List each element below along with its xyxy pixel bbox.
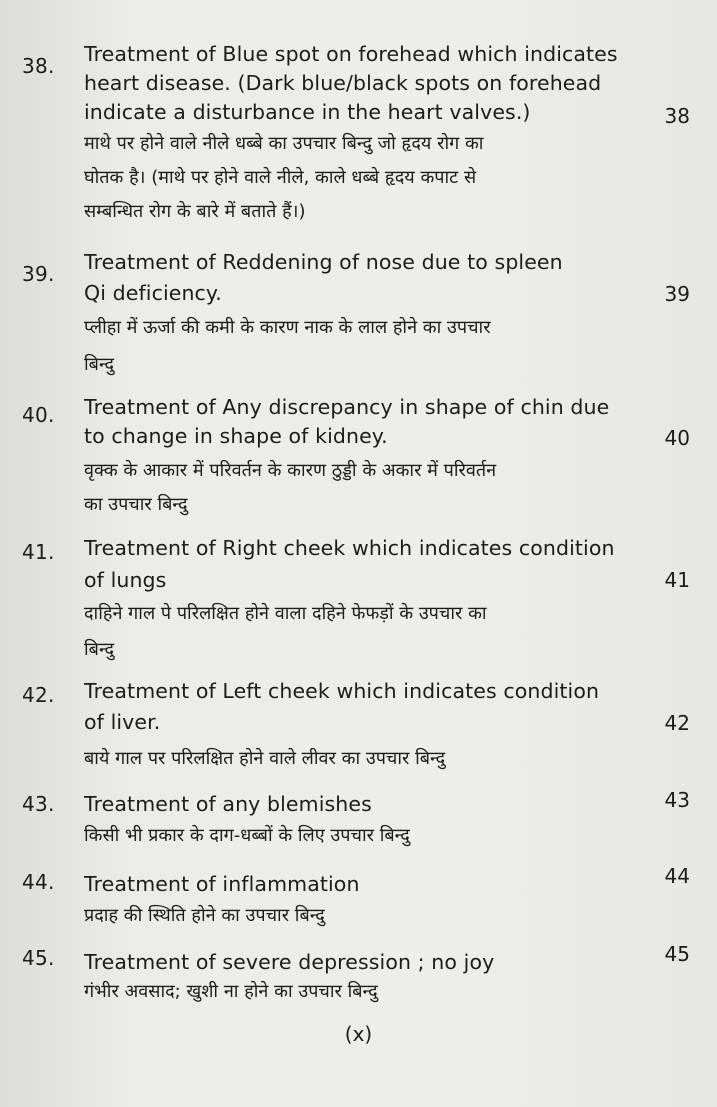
entry-english-line: Treatment of Reddening of nose due to spleen — [84, 250, 563, 274]
entry-number: 44. — [22, 870, 55, 894]
entry-hindi-line: माथे पर होने वाले नीले धब्बे का उपचार बिन्दु जो हृदय रोग का — [84, 133, 484, 154]
entry-hindi-line: प्रदाह की स्थिति होने का उपचार बिन्दु — [84, 905, 325, 926]
entry-english-line: Treatment of Left cheek which indicates condition — [84, 679, 600, 703]
page-footer-number: (x) — [344, 1022, 373, 1046]
entry-page-number: 44 — [664, 864, 690, 888]
entry-page-number: 38 — [664, 104, 690, 128]
entry-english-line: Treatment of severe depression ; no joy — [84, 950, 495, 974]
entry-english-line: Treatment of inflammation — [84, 872, 360, 896]
entry-page-number: 43 — [664, 788, 690, 812]
entry-hindi-line: दाहिने गाल पे परिलक्षित होने वाला दहिने फेफड़ों के उपचार का — [84, 603, 487, 624]
entry-hindi-line: घोतक है। (माथे पर होने वाले नीले, काले धब्बे हृदय कपाट से — [84, 167, 477, 188]
entry-page-number: 42 — [664, 711, 690, 735]
entry-number: 41. — [22, 540, 55, 564]
entry-hindi-line: वृक्क के आकार में परिवर्तन के कारण ठुड्डी के अकार में परिवर्तन — [84, 460, 497, 481]
entry-number: 39. — [22, 262, 55, 286]
entry-english-line: heart disease. (Dark blue/black spots on forehead — [84, 71, 602, 95]
entry-english-line: to change in shape of kidney. — [84, 424, 388, 448]
entry-english-line: of lungs — [84, 568, 167, 592]
entry-hindi-line: का उपचार बिन्दु — [84, 494, 188, 515]
entry-page-number: 39 — [664, 282, 690, 306]
entry-number: 40. — [22, 403, 55, 427]
entry-page-number: 45 — [664, 942, 690, 966]
entry-hindi-line: गंभीर अवसाद; खुशी ना होने का उपचार बिन्दु — [84, 981, 378, 1002]
entry-english-line: of liver. — [84, 710, 161, 734]
entry-hindi-line: बिन्दु — [84, 639, 115, 660]
entry-hindi-line: सम्बन्धित रोग के बारे में बताते हैं।) — [84, 201, 306, 222]
entry-english-line: Treatment of Blue spot on forehead which indicates — [84, 42, 618, 66]
entry-hindi-line: प्लीहा में ऊर्जा की कमी के कारण नाक के लाल होने का उपचार — [84, 317, 491, 338]
entry-hindi-line: बिन्दु — [84, 354, 115, 375]
entry-number: 38. — [22, 54, 55, 78]
entry-hindi-line: किसी भी प्रकार के दाग-धब्बों के लिए उपचार बिन्दु — [84, 825, 410, 846]
entry-number: 43. — [22, 792, 55, 816]
entry-page-number: 41 — [664, 568, 690, 592]
entry-english-line: indicate a disturbance in the heart valves.) — [84, 100, 531, 124]
entry-english-line: Qi deficiency. — [84, 281, 222, 305]
entry-number: 42. — [22, 683, 55, 707]
entry-number: 45. — [22, 946, 55, 970]
entry-english-line: Treatment of any blemishes — [84, 792, 372, 816]
entry-hindi-line: बाये गाल पर परिलक्षित होने वाले लीवर का उपचार बिन्दु — [84, 748, 446, 769]
entry-english-line: Treatment of Right cheek which indicates condition — [84, 536, 615, 560]
entry-page-number: 40 — [664, 426, 690, 450]
entry-english-line: Treatment of Any discrepancy in shape of chin due — [84, 395, 610, 419]
